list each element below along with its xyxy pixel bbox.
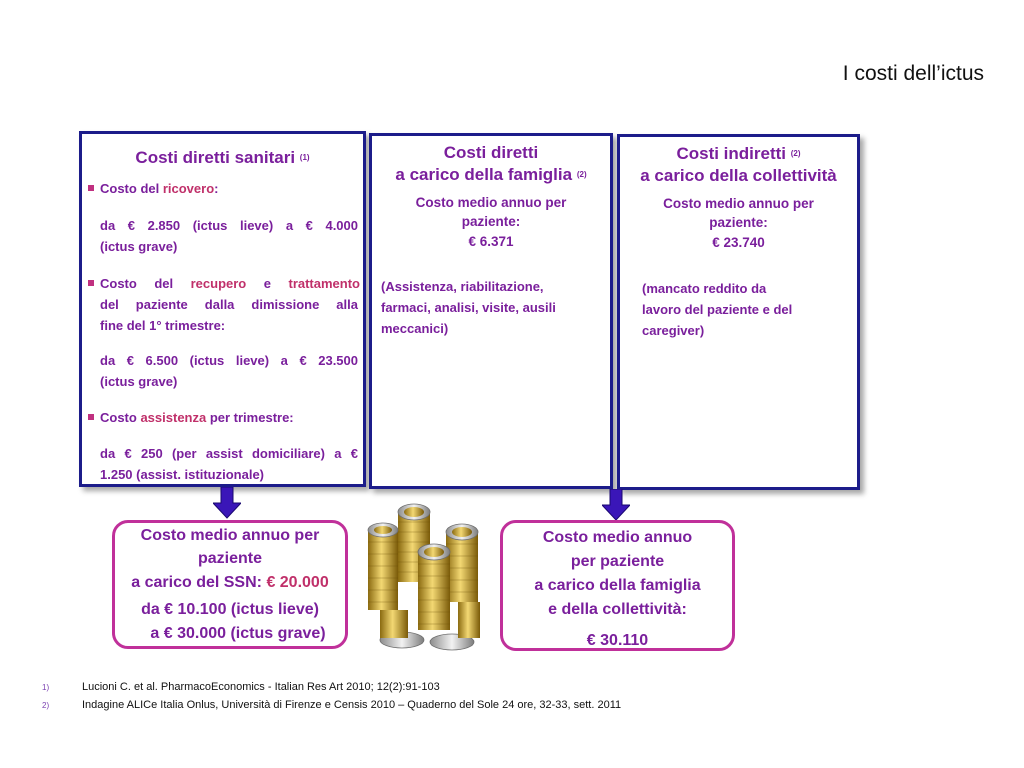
reference-1 xyxy=(42,681,440,693)
box3-line2: paziente: xyxy=(709,215,768,230)
item2-highlight2: trattamento xyxy=(288,276,360,291)
euro-coins-illustration xyxy=(362,492,492,654)
item1-colon: : xyxy=(214,181,219,196)
item3-detail-b: 1.250 (assist. istituzionale) xyxy=(100,467,265,482)
item3-rest: per trimestre: xyxy=(206,410,294,425)
box2-line1: Costo medio annuo per xyxy=(415,195,567,210)
box3-note1: (mancato reddito da xyxy=(642,281,767,296)
page-title: I costi dell’ictus xyxy=(842,62,984,85)
item2-line-c: fine del 1° trimestre: xyxy=(100,318,226,333)
box-family-direct-costs xyxy=(369,133,613,489)
item3-detail-a: da € 250 (per assist domiciliare) a € xyxy=(100,446,358,461)
reference-number: 1) xyxy=(42,683,50,692)
box-collective-indirect-costs xyxy=(617,134,860,490)
summary2-line2: per paziente xyxy=(570,553,665,570)
item2-detail-a: da € 6.500 (ictus lieve) a € 23.500 xyxy=(100,353,358,368)
summary1-line4: da € 10.100 (ictus lieve) xyxy=(141,601,319,618)
box2-note1: (Assistenza, riabilitazione, xyxy=(381,279,544,294)
box2-heading-b-text: a carico della famiglia xyxy=(395,165,573,184)
item3-label: Costo xyxy=(100,410,141,425)
box-direct-health-costs xyxy=(79,131,366,487)
summary-ssn-cost xyxy=(112,520,348,649)
item2-line-b: del paziente dalla dimissione alla xyxy=(100,297,358,312)
box2-note3: meccanici) xyxy=(381,321,449,336)
bullet-icon xyxy=(88,280,94,286)
summary1-line3-label: a carico del SSN: xyxy=(131,574,267,591)
box3-amount: € 23.740 xyxy=(712,235,765,250)
box2-amount: € 6.371 xyxy=(468,234,514,249)
summary1-line2: paziente xyxy=(197,550,262,567)
summary2-line1: Costo medio annuo xyxy=(542,529,693,546)
summary1-line3 xyxy=(115,571,345,595)
box1-heading-sup: (1) xyxy=(299,153,310,162)
item2-label: Costo del xyxy=(100,276,191,291)
item2-mid: e xyxy=(246,276,289,291)
reference-text: Lucioni C. et al. PharmacoEconomics - Italian Res Art 2010; 12(2):91-103 xyxy=(82,681,440,693)
box3-heading-a-text: Costi indiretti xyxy=(676,144,787,163)
bullet-icon xyxy=(88,185,94,191)
summary-family-collective-cost xyxy=(500,520,735,651)
reference-2 xyxy=(42,699,621,711)
summary2-line4: e della collettività: xyxy=(548,601,687,618)
item2-highlight: recupero xyxy=(190,276,247,291)
summary2-amount: € 30.110 xyxy=(586,632,649,649)
box1-heading-text: Costi diretti sanitari xyxy=(135,148,296,167)
reference-text: Indagine ALICe Italia Onlus, Università di Firenze e Censis 2010 – Quaderno del Sole 24 ore, 32-33, sett. 2011 xyxy=(82,699,622,711)
item3-highlight: assistenza xyxy=(140,410,207,425)
box2-note2: farmaci, analisi, visite, ausili xyxy=(381,300,556,315)
item1-detail-b: (ictus grave) xyxy=(100,239,178,254)
down-arrow-icon xyxy=(602,489,630,521)
box1-item-recovery xyxy=(88,273,360,294)
down-arrow-icon xyxy=(213,487,241,519)
box3-heading-a xyxy=(620,143,857,165)
reference-number: 2) xyxy=(42,701,50,710)
item1-highlight: ricovero xyxy=(162,181,215,196)
item1-detail-a: da € 2.850 (ictus lieve) a € 4.000 xyxy=(100,218,358,233)
box3-line1: Costo medio annuo per xyxy=(663,196,814,211)
box3-note3: caregiver) xyxy=(642,323,705,338)
box2-line2: paziente: xyxy=(461,214,521,229)
box2-heading-sup: (2) xyxy=(576,170,587,179)
box1-item-assistance xyxy=(88,407,360,428)
box3-heading-sup: (2) xyxy=(790,149,801,158)
bullet-icon xyxy=(88,414,94,420)
box1-item-hospitalization xyxy=(88,178,360,199)
item2-detail-b: (ictus grave) xyxy=(100,374,178,389)
summary2-line3: a carico della famiglia xyxy=(534,577,701,594)
box2-heading-a: Costi diretti xyxy=(443,143,539,162)
summary1-line5: a € 30.000 (ictus grave) xyxy=(150,625,326,642)
box2-heading-b xyxy=(372,164,610,186)
summary1-line3-amount: € 20.000 xyxy=(266,574,329,591)
box3-heading-b: a carico della collettività xyxy=(640,166,837,185)
item1-label: Costo del xyxy=(100,181,163,196)
box3-note2: lavoro del paziente e del xyxy=(642,302,793,317)
box1-heading xyxy=(82,147,363,169)
summary1-line1: Costo medio annuo per xyxy=(140,527,320,544)
